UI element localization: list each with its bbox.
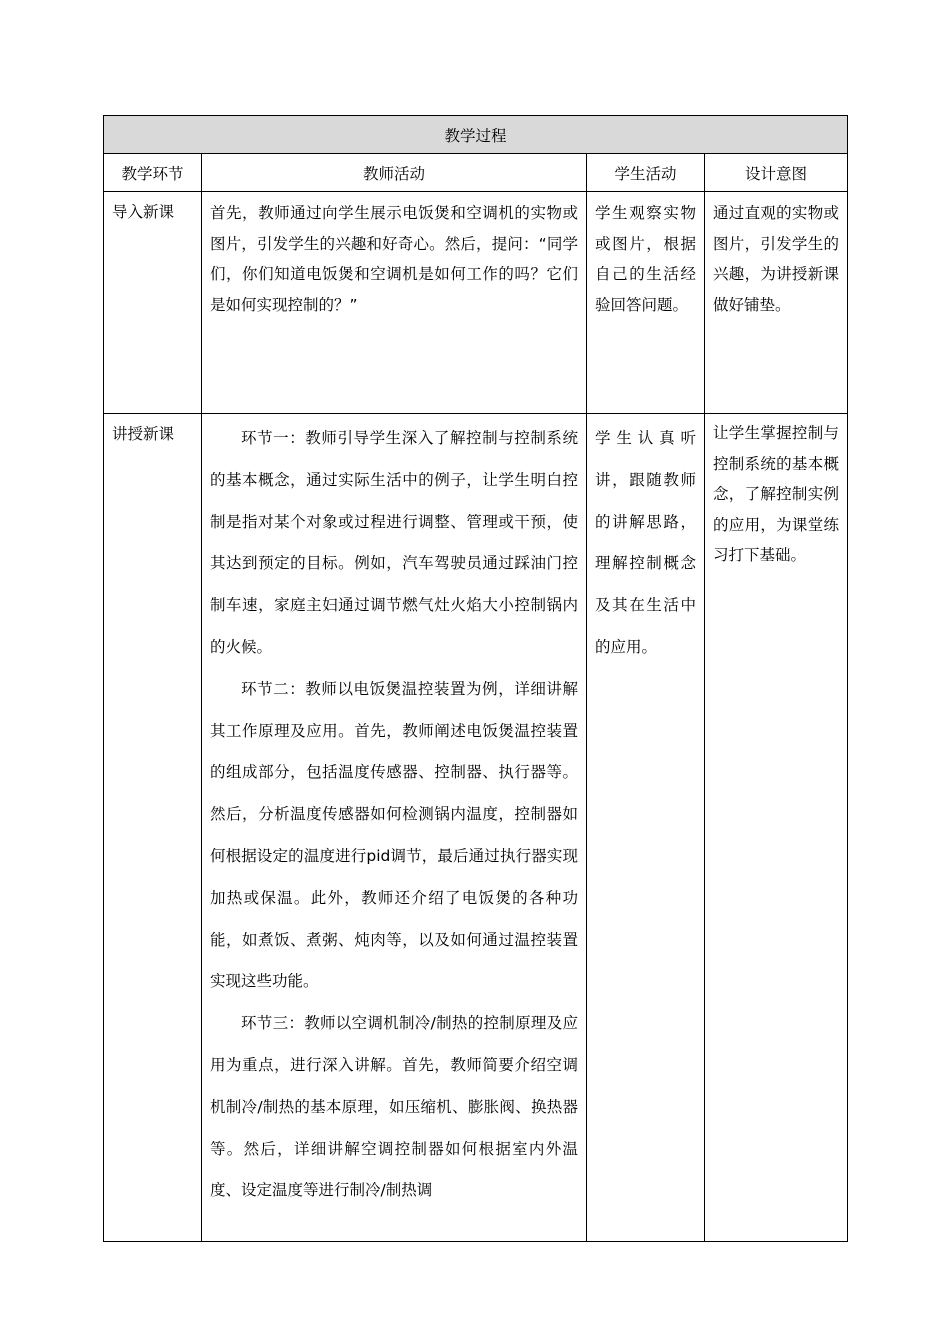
header-teacher: 教师活动 <box>202 154 587 192</box>
student-activity-cell: 学生认真听讲，跟随教师的讲解思路，理解控制概念及其在生活中的应用。 <box>587 414 705 1242</box>
teacher-activity-cell <box>202 414 587 1242</box>
teacher-paragraph-3: 环节三：教师以空调机制冷/制热的控制原理及应用为重点，进行深入讲解。首先，教师简要介绍空调机制冷/制热的基本原理，如压缩机、膨胀阀、换热器等。然后，详细讲解空调控制器如何根据室内外温度、设定温度等进行制冷/制热调 <box>210 1014 578 1200</box>
teacher-paragraph-1: 环节一：教师引导学生深入了解控制与控制系统的基本概念，通过实际生活中的例子，让学生明白控制是指对某个对象或过程进行调整、管理或干预，使其达到预定的目标。例如，汽车驾驶员通过踩油门控制车速，家庭主妇通过调节燃气灶火焰大小控制锅内的火候。 <box>210 429 578 656</box>
header-stage: 教学环节 <box>104 154 202 192</box>
student-activity-cell: 学生观察实物或图片，根据自己的生活经验回答问题。 <box>587 192 705 414</box>
teaching-process-table <box>103 115 848 1242</box>
stage-cell: 导入新课 <box>104 192 202 414</box>
header-student: 学生活动 <box>587 154 705 192</box>
teacher-paragraph-2: 环节二：教师以电饭煲温控装置为例，详细讲解其工作原理及应用。首先，教师阐述电饭煲温控装置的组成部分，包括温度传感器、控制器、执行器等。然后，分析温度传感器如何检测锅内温度，控制器如何根据设定的温度进行pid调节，最后通过执行器实现加热或保温。此外，教师还介绍了电饭煲的各种功能，如煮饭、煮粥、炖肉等，以及如何通过温控装置实现这些功能。 <box>210 679 578 991</box>
design-intent-cell: 让学生掌握控制与控制系统的基本概念，了解控制实例的应用，为课堂练习打下基础。 <box>705 414 848 1242</box>
table-title-row <box>104 116 848 154</box>
header-intent: 设计意图 <box>705 154 848 192</box>
table-row <box>104 192 848 414</box>
teacher-activity-cell: 首先，教师通过向学生展示电饭煲和空调机的实物或图片，引发学生的兴趣和好奇心。然后，提问：“同学们，你们知道电饭煲和空调机是如何工作的吗？它们是如何实现控制的？” <box>202 192 587 414</box>
design-intent-cell: 通过直观的实物或图片，引发学生的兴趣，为讲授新课做好铺垫。 <box>705 192 848 414</box>
table-row <box>104 414 848 1242</box>
table-title: 教学过程 <box>104 116 848 154</box>
table-header-row <box>104 154 848 192</box>
stage-cell: 讲授新课 <box>104 414 202 1242</box>
